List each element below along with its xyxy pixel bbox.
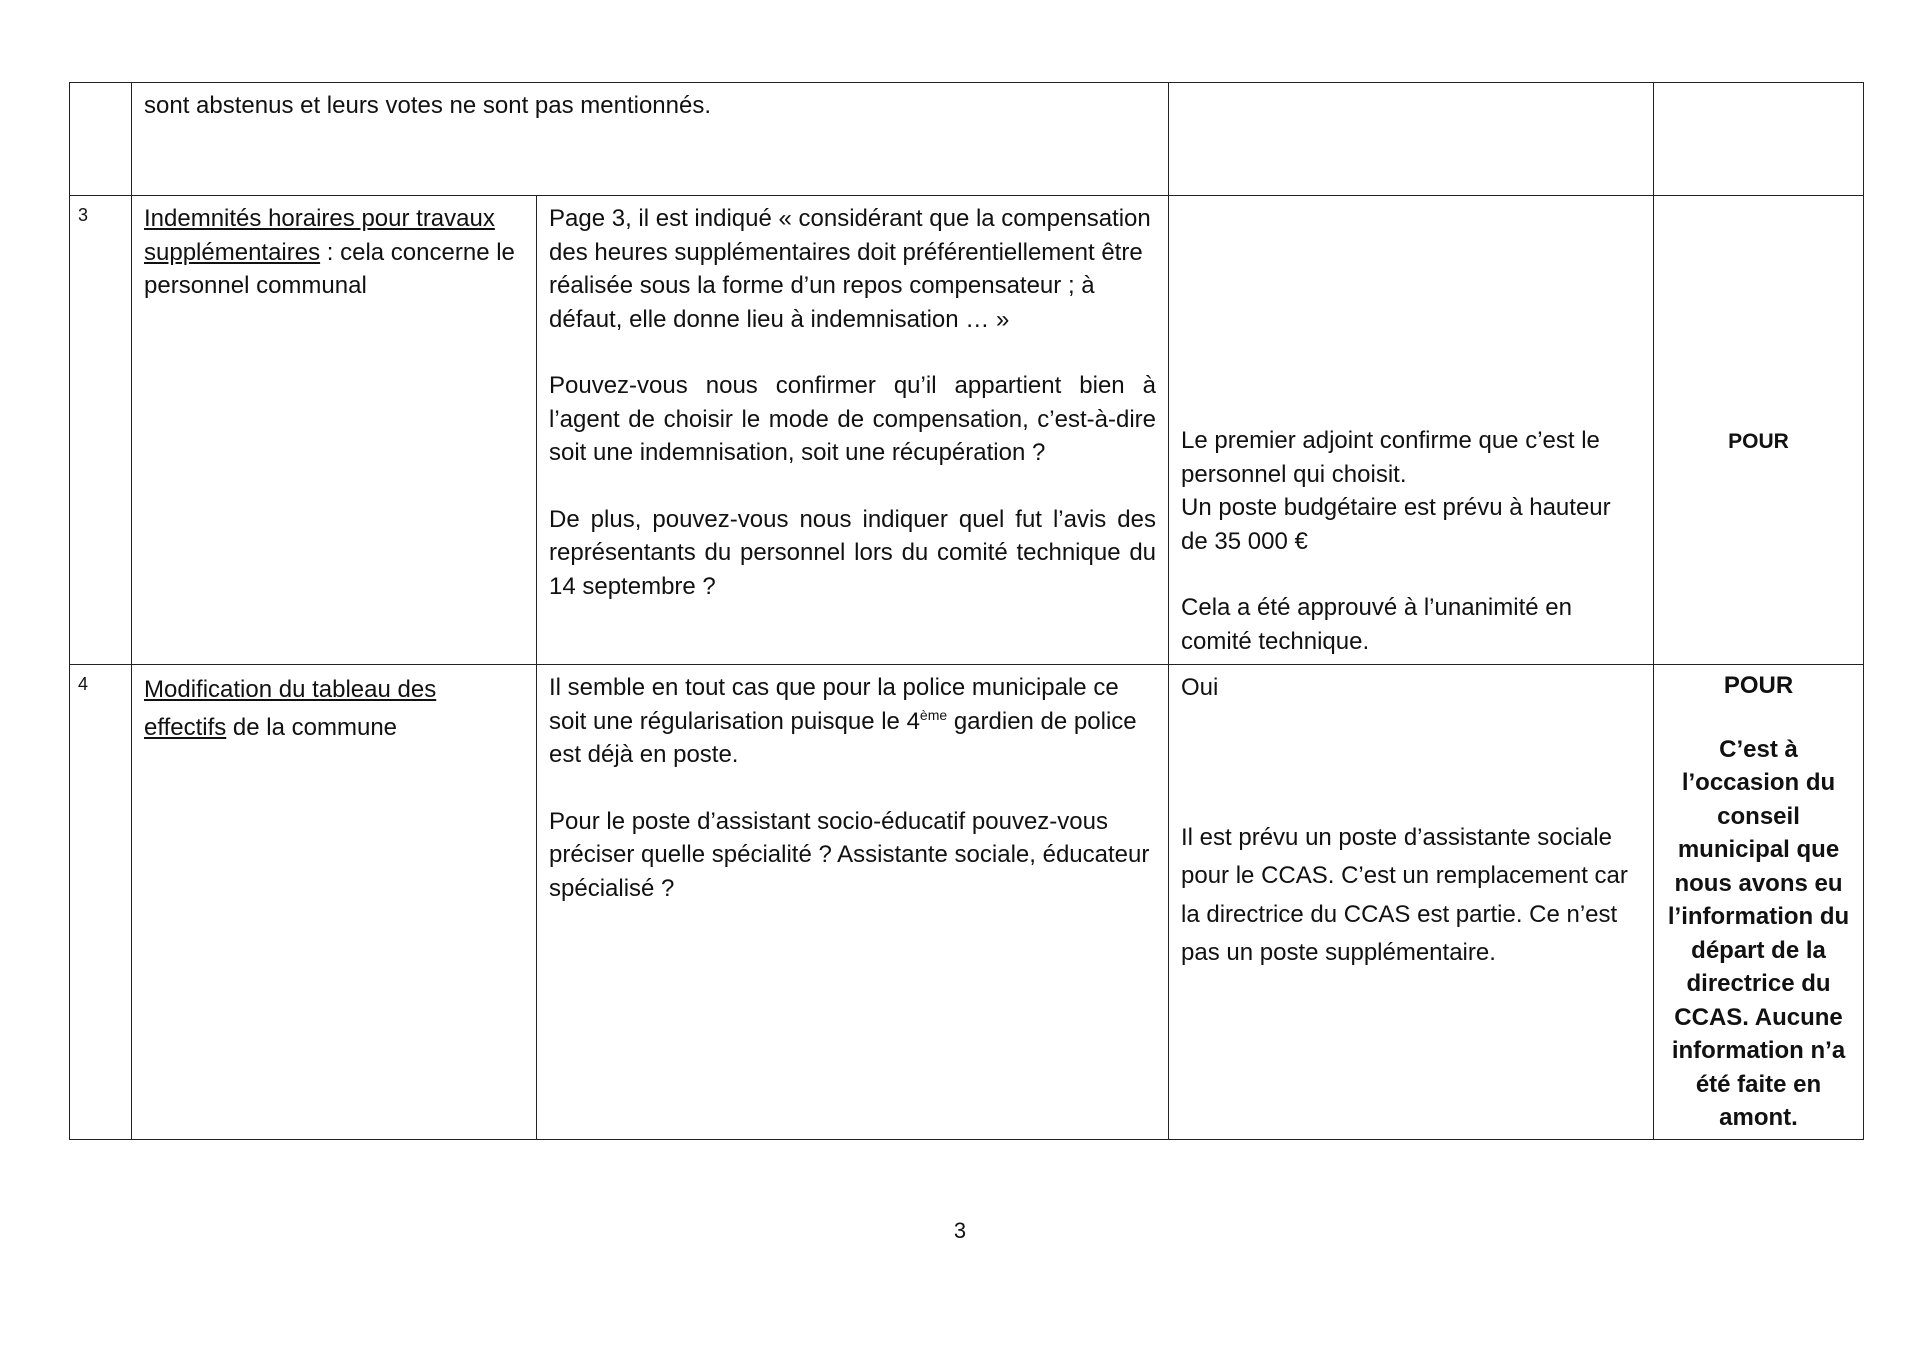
question-paragraph: Pouvez-vous nous confirmer qu’il appartient bien à l’agent de choisir le mode de compensation, c’est-à-dire soit une indemnisation, soit une récupération ? (549, 372, 1157, 466)
continuation-cell (132, 83, 1169, 196)
table-row (70, 665, 1864, 1140)
answer-short: Oui (1181, 674, 1219, 701)
vote-label: POUR (1723, 672, 1794, 699)
question-paragraph: Page 3, il est indiqué « considérant que la compensation des heures supplémentaires doit préférentiellement être réalisée sous la forme d’un repos compensateur ; à défaut, elle donne lieu à indemnisation … » (549, 205, 1151, 333)
question-paragraph: Pour le poste d’assistant socio-éducatif pouvez-vous préciser quelle spécialité ? Assistante sociale, éducateur spécialisé ? (549, 807, 1150, 902)
row-number-cell (70, 83, 132, 196)
vote-comment: C’est à l’occasion du conseil municipal que nous avons eu l’information du départ de la directrice du CCAS. Aucune information n’a été faite en amont. (1667, 735, 1850, 1131)
ordinal-superscript: ème (919, 706, 948, 723)
answer-line: Un poste budgétaire est prévu à hauteur de 35 000 € (1181, 494, 1611, 555)
row-number: 4 (78, 674, 89, 694)
answer-cell (1169, 196, 1654, 665)
row-number: 3 (78, 205, 89, 225)
vote-cell (1654, 196, 1864, 665)
subject-detail: : cela concerne le personnel communal (144, 238, 515, 299)
page-number: 3 (953, 1218, 967, 1243)
subject-title: Modification du tableau des effectifs (144, 676, 437, 741)
question-paragraph: Il semble en tout cas que pour la police municipale ce soit une régularisation puisque le 4ème gardien de police est déjà en poste. (549, 674, 1137, 768)
subject-detail: de la commune (226, 714, 398, 741)
answer-cell (1169, 83, 1654, 196)
question-cell (537, 196, 1169, 665)
answer-line: Il est prévu un poste d’assistante sociale pour le CCAS. C’est un remplacement car la directrice du CCAS est partie. Ce n’est pas un poste supplémentaire. (1181, 823, 1628, 966)
answer-line: Le premier adjoint confirme que c’est le personnel qui choisit. (1181, 427, 1600, 488)
answer-line: Cela a été approuvé à l’unanimité en comité technique. (1181, 594, 1572, 655)
subject-cell (132, 665, 537, 1140)
continuation-text: sont abstenus et leurs votes ne sont pas mentionnés. (144, 92, 712, 119)
question-cell (537, 665, 1169, 1140)
table-row (70, 83, 1864, 196)
table-row (70, 196, 1864, 665)
row-number-cell (70, 665, 132, 1140)
row-number-cell (70, 196, 132, 665)
answer-cell (1169, 665, 1654, 1140)
vote-label: POUR (1728, 430, 1789, 453)
question-paragraph: De plus, pouvez-vous nous indiquer quel fut l’avis des représentants du personnel lors du comité technique du 14 septembre ? (549, 505, 1157, 600)
vote-cell (1654, 665, 1864, 1140)
subject-title: Indemnités horaires pour travaux supplémentaires (144, 205, 495, 266)
subject-cell (132, 196, 537, 665)
vote-cell (1654, 83, 1864, 196)
deliberations-table (69, 82, 1864, 1140)
